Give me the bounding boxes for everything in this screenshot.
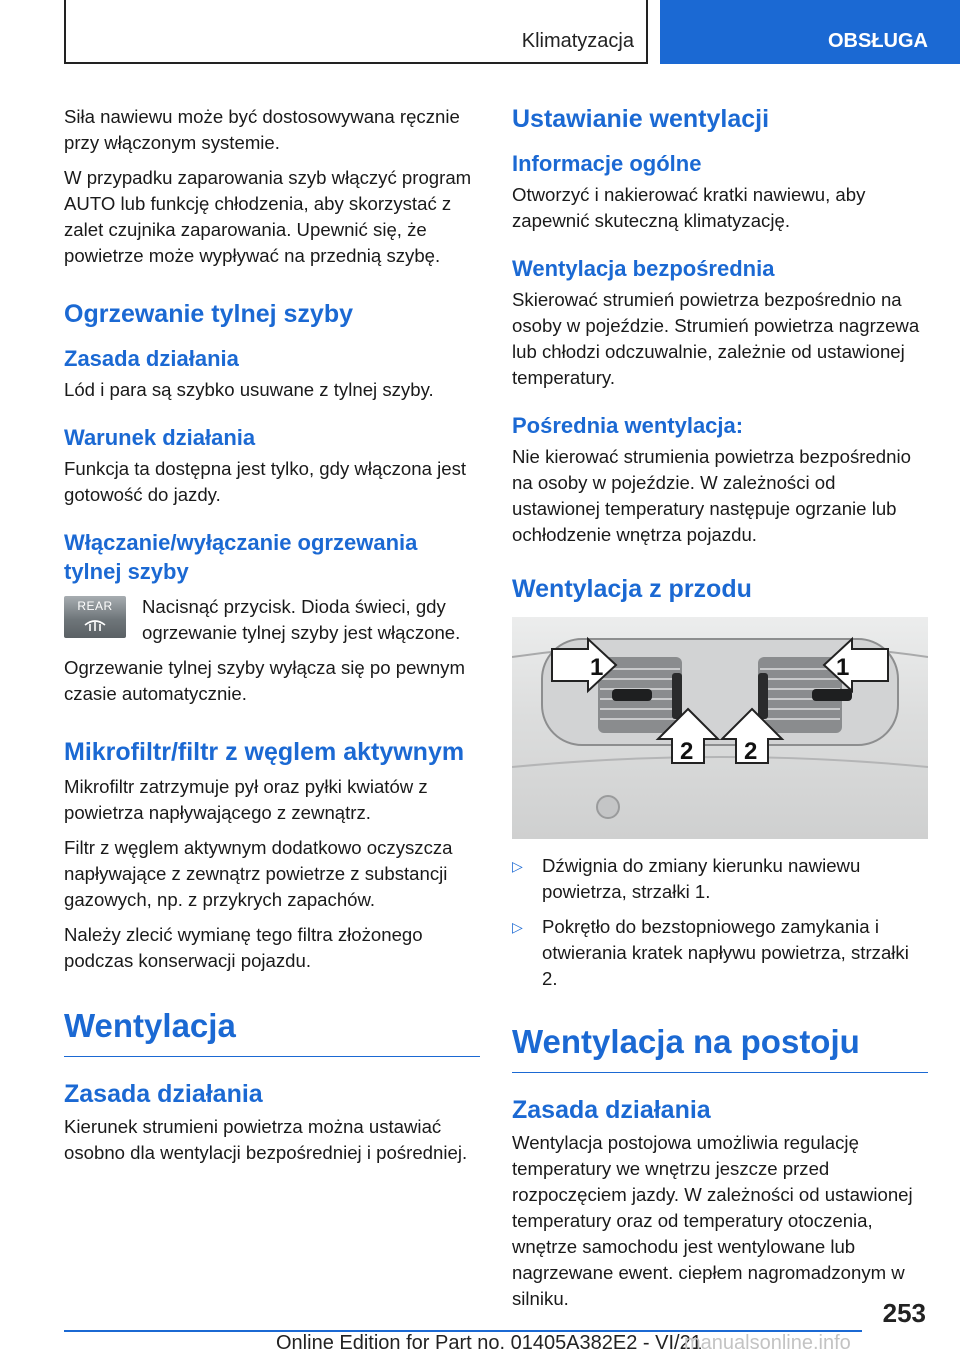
header-title: Klimatyzacja xyxy=(521,30,634,52)
parking-vent-text: Wentylacja postojowa umożliwia regulację temperatury we wnętrzu jeszcze przed rozpoczęciem jazdy. W zależności od ustawionej temperatury oraz od temperatury otoczenia, wnętrze samochodu jest wentylowane lub nagrzewane ewent. ciepłem nagromadzonym w silniku. xyxy=(512,1132,913,1309)
left-column xyxy=(64,104,480,1175)
heading-general-info: Informacje ogólne xyxy=(512,151,702,176)
triangle-right-icon: ▷ xyxy=(512,858,523,874)
legend-text-2: Pokrętło do bezstopniowego zamykania i otwierania kratek napływu powietrza, strzałki 2. xyxy=(542,916,909,989)
list-item xyxy=(512,853,928,905)
heading-filter: Mikrofiltr/filtr z węglem aktywnym xyxy=(64,738,465,766)
filter-text-3: Należy zlecić wymianę tego filtra złożonego podczas konserwacji pojazdu. xyxy=(64,924,423,971)
header-box xyxy=(64,0,648,64)
heading-indirect-vent: Pośrednia wentylacja: xyxy=(512,413,744,438)
section-tab[interactable] xyxy=(660,0,960,64)
filter-text-2: Filtr z węglem aktywnym dodatkowo oczyszcza napływające z zewnątrz powietrze z substancji gazowych, np. z przykrych zapachów. xyxy=(64,837,453,910)
heading-front-vent: Wentylacja z przodu xyxy=(512,575,752,603)
intro-paragraph-2: W przypadku zaparowania szyb włączyć program AUTO lub funkcję chłodzenia, aby skorzystać z zalet czujnika zaparowania. Upewnić się, że powietrze może wypływać na przednią szybę. xyxy=(64,167,472,266)
intro-paragraph-1: Siła nawiewu może być dostosowywana ręcznie przy włączonym systemie. xyxy=(64,106,460,153)
photo-label-1-right: 1 xyxy=(836,654,850,681)
heading-ventilation: Wentylacja xyxy=(64,1006,480,1057)
rear-toggle-text: Nacisnąć przycisk. Dioda świeci, gdy ogrzewanie tylnej szyby jest włączone. xyxy=(142,596,461,643)
general-info-text: Otworzyć i nakierować kratki nawiewu, aby zapewnić skuteczną klimatyzację. xyxy=(512,184,866,231)
direct-vent-text: Skierować strumień powietrza bezpośrednio na osoby w pojeździe. Strumień powietrza nagrzewa lub chłodzi odczuwalnie, zależnie od ustawionej temperatury. xyxy=(512,289,920,388)
rear-icon-label: REAR xyxy=(77,599,113,613)
right-column xyxy=(512,104,928,1321)
rear-auto-off-text: Ogrzewanie tylnej szyby wyłącza się po pewnym czasie automatycznie. xyxy=(64,657,465,704)
rear-toggle-row xyxy=(64,594,480,655)
heading-rear-condition: Warunek działania xyxy=(64,425,256,450)
heading-parking-principle: Zasada działania xyxy=(512,1096,711,1124)
footer-watermark: manualsonline.info xyxy=(684,1332,851,1354)
front-vent-legend xyxy=(512,853,928,992)
vent-principle-text: Kierunek strumieni powietrza można ustawiać osobno dla wentylacji bezpośredniej i pośredniej. xyxy=(64,1116,468,1163)
page-number: 253 xyxy=(882,1298,926,1328)
triangle-right-icon: ▷ xyxy=(512,919,523,935)
heading-rear-toggle: Włączanie/wyłączanie ogrzewania tylnej szyby xyxy=(64,530,418,584)
rear-window-defrost-icon xyxy=(64,596,126,638)
photo-label-2-left: 2 xyxy=(680,738,694,765)
list-item xyxy=(512,914,928,992)
heading-vent-setting: Ustawianie wentylacji xyxy=(512,105,770,133)
footer-edition: Online Edition for Part no. 01405A382E2 - VI/21 xyxy=(276,1332,702,1354)
heading-parking-vent: Wentylacja na postoju xyxy=(512,1022,928,1073)
heading-rear-principle: Zasada działania xyxy=(64,346,239,371)
section-tab-label: OBSŁUGA xyxy=(828,30,928,52)
rear-principle-text: Lód i para są szybko usuwane z tylnej szyby. xyxy=(64,379,434,400)
heading-direct-vent: Wentylacja bezpośrednia xyxy=(512,256,775,281)
photo-label-2-right: 2 xyxy=(744,738,758,765)
rear-condition-text: Funkcja ta dostępna jest tylko, gdy włączona jest gotowość do jazdy. xyxy=(64,458,467,505)
filter-text-1: Mikrofiltr zatrzymuje pył oraz pyłki kwiatów z powietrza napływającego z zewnątrz. xyxy=(64,776,428,823)
front-vents-photo xyxy=(512,617,928,839)
photo-label-1-left: 1 xyxy=(590,654,604,681)
legend-text-1: Dźwignia do zmiany kierunku nawiewu powietrza, strzałki 1. xyxy=(542,855,861,902)
indirect-vent-text: Nie kierować strumienia powietrza bezpośrednio na osoby w pojeździe. W zależności od ustawionej temperatury następuje ogrzanie lub ochłodzenie wnętrza pojazdu. xyxy=(512,446,911,545)
heading-vent-principle: Zasada działania xyxy=(64,1080,263,1108)
heading-rear-window-heating: Ogrzewanie tylnej szyby xyxy=(64,300,353,328)
